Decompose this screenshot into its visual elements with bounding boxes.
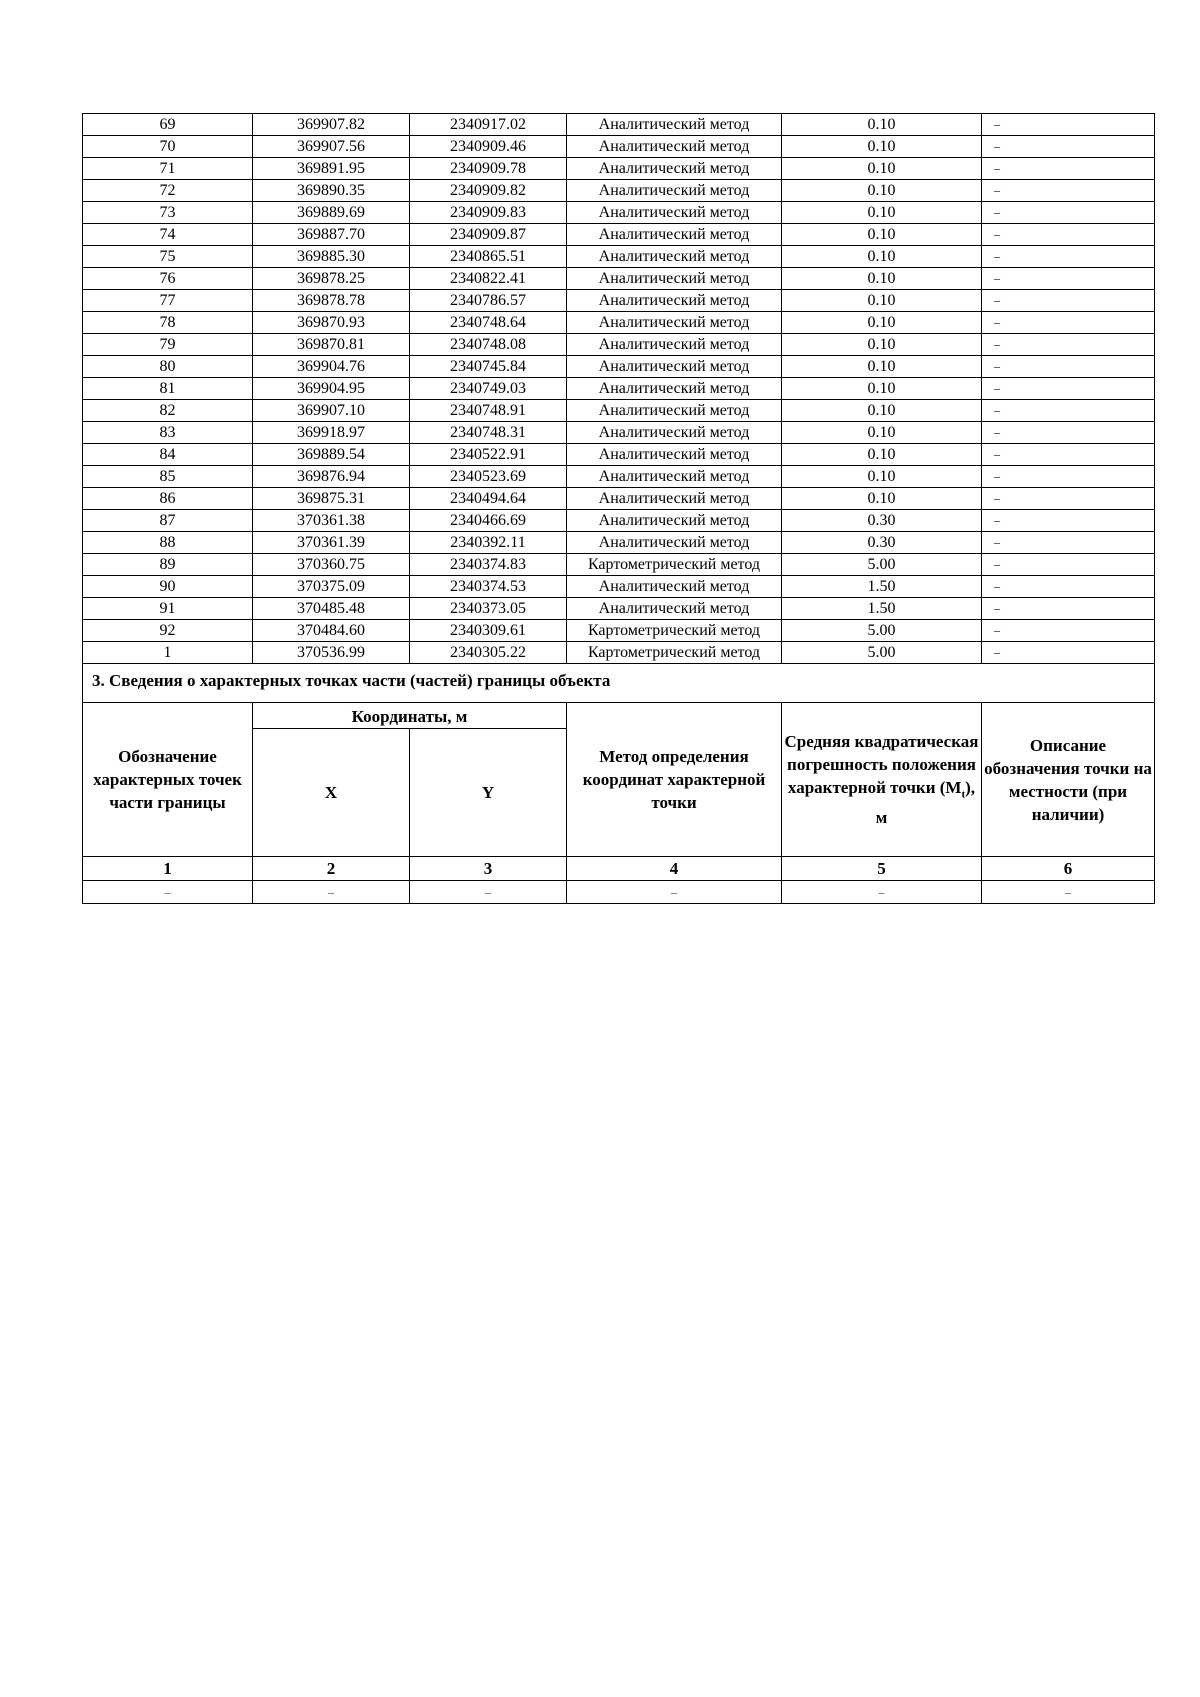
x-coordinate-cell: 369907.56 — [253, 136, 410, 158]
point-number-cell: 76 — [83, 268, 253, 290]
column-number-4: 4 — [567, 857, 782, 881]
table-row — [83, 202, 1155, 224]
table-row — [83, 444, 1155, 466]
column-number-2: 2 — [253, 857, 410, 881]
x-coordinate-cell: 369907.82 — [253, 114, 410, 136]
method-cell: Аналитический метод — [567, 378, 782, 400]
description-cell: – — [982, 378, 1155, 400]
description-cell: – — [982, 136, 1155, 158]
x-coordinate-cell: 370375.09 — [253, 576, 410, 598]
table-row — [83, 422, 1155, 444]
table-row — [83, 136, 1155, 158]
method-cell: Аналитический метод — [567, 312, 782, 334]
point-number-cell: 90 — [83, 576, 253, 598]
description-cell: – — [982, 576, 1155, 598]
error-cell: 0.10 — [782, 136, 982, 158]
x-coordinate-cell: 369904.95 — [253, 378, 410, 400]
description-cell: – — [982, 554, 1155, 576]
error-cell: 0.10 — [782, 114, 982, 136]
description-cell: – — [982, 202, 1155, 224]
table-row — [83, 642, 1155, 664]
y-coordinate-cell: 2340374.83 — [410, 554, 567, 576]
column-number-5: 5 — [782, 857, 982, 881]
point-number-cell: 70 — [83, 136, 253, 158]
y-coordinate-cell: 2340909.78 — [410, 158, 567, 180]
description-cell: – — [982, 334, 1155, 356]
description-cell: – — [982, 400, 1155, 422]
x-coordinate-cell: 369887.70 — [253, 224, 410, 246]
error-cell: 0.10 — [782, 466, 982, 488]
header-error-text: Средняя квадратическая погрешность положения характерной точки (M — [784, 731, 979, 797]
point-number-cell: 77 — [83, 290, 253, 312]
points-table-body — [83, 114, 1155, 664]
x-coordinate-cell: 369891.95 — [253, 158, 410, 180]
table-row — [83, 114, 1155, 136]
point-number-cell: 1 — [83, 642, 253, 664]
description-cell: – — [982, 356, 1155, 378]
error-cell: 1.50 — [782, 598, 982, 620]
method-cell: Аналитический метод — [567, 158, 782, 180]
y-coordinate-cell: 2340374.53 — [410, 576, 567, 598]
header-y: Y — [410, 729, 567, 857]
method-cell: Картометрический метод — [567, 620, 782, 642]
point-number-cell: 78 — [83, 312, 253, 334]
header-designation: Обозначение характерных точек части границы — [83, 703, 253, 857]
description-cell: – — [982, 290, 1155, 312]
characteristic-points-table — [82, 113, 1155, 904]
description-cell: – — [982, 642, 1155, 664]
x-coordinate-cell: 369918.97 — [253, 422, 410, 444]
table-row — [83, 180, 1155, 202]
description-cell: – — [982, 620, 1155, 642]
header-error-subscript: t — [961, 788, 966, 801]
section-3-title: 3. Сведения о характерных точках части (частей) границы объекта — [83, 664, 1155, 703]
method-cell: Аналитический метод — [567, 202, 782, 224]
x-coordinate-cell: 369878.25 — [253, 268, 410, 290]
method-cell: Аналитический метод — [567, 334, 782, 356]
x-coordinate-cell: 369876.94 — [253, 466, 410, 488]
table-row — [83, 158, 1155, 180]
column-number-6: 6 — [982, 857, 1155, 881]
point-number-cell: 81 — [83, 378, 253, 400]
table-row — [83, 510, 1155, 532]
method-cell: Аналитический метод — [567, 290, 782, 312]
method-cell: Аналитический метод — [567, 532, 782, 554]
column-number-3: 3 — [410, 857, 567, 881]
description-cell: – — [982, 488, 1155, 510]
table-row — [83, 576, 1155, 598]
table-row — [83, 488, 1155, 510]
point-number-cell: 71 — [83, 158, 253, 180]
y-coordinate-cell: 2340494.64 — [410, 488, 567, 510]
x-coordinate-cell: 370360.75 — [253, 554, 410, 576]
table-row — [83, 598, 1155, 620]
table-row — [83, 554, 1155, 576]
header-error-suffix: ), м — [875, 777, 976, 828]
y-coordinate-cell: 2340523.69 — [410, 466, 567, 488]
point-number-cell: 91 — [83, 598, 253, 620]
header-method: Метод определения координат характерной точки — [567, 703, 782, 857]
table-row-empty — [83, 881, 1155, 904]
error-cell: 0.30 — [782, 510, 982, 532]
y-coordinate-cell: 2340909.83 — [410, 202, 567, 224]
y-coordinate-cell: 2340745.84 — [410, 356, 567, 378]
point-number-cell: 80 — [83, 356, 253, 378]
table-row — [83, 620, 1155, 642]
x-coordinate-cell: 370536.99 — [253, 642, 410, 664]
error-cell: 5.00 — [782, 554, 982, 576]
description-cell: – — [982, 444, 1155, 466]
header-coordinates: Координаты, м — [253, 703, 567, 729]
x-coordinate-cell: 370484.60 — [253, 620, 410, 642]
method-cell: Аналитический метод — [567, 114, 782, 136]
point-number-cell: 69 — [83, 114, 253, 136]
x-coordinate-cell: 369878.78 — [253, 290, 410, 312]
y-coordinate-cell: 2340748.64 — [410, 312, 567, 334]
table-row — [83, 268, 1155, 290]
error-cell: 0.10 — [782, 356, 982, 378]
error-cell: 0.10 — [782, 378, 982, 400]
description-cell: – — [982, 510, 1155, 532]
error-cell: 0.10 — [782, 268, 982, 290]
method-cell: Аналитический метод — [567, 224, 782, 246]
error-cell: 0.10 — [782, 158, 982, 180]
y-coordinate-cell: 2340865.51 — [410, 246, 567, 268]
header-error — [782, 703, 982, 857]
empty-cell-5: – — [782, 881, 982, 904]
method-cell: Аналитический метод — [567, 400, 782, 422]
method-cell: Аналитический метод — [567, 444, 782, 466]
error-cell: 0.10 — [782, 422, 982, 444]
empty-cell-1: – — [83, 881, 253, 904]
description-cell: – — [982, 466, 1155, 488]
description-cell: – — [982, 268, 1155, 290]
point-number-cell: 79 — [83, 334, 253, 356]
y-coordinate-cell: 2340917.02 — [410, 114, 567, 136]
error-cell: 5.00 — [782, 642, 982, 664]
method-cell: Картометрический метод — [567, 642, 782, 664]
point-number-cell: 87 — [83, 510, 253, 532]
x-coordinate-cell: 369904.76 — [253, 356, 410, 378]
method-cell: Аналитический метод — [567, 598, 782, 620]
method-cell: Аналитический метод — [567, 422, 782, 444]
empty-cell-3: – — [410, 881, 567, 904]
y-coordinate-cell: 2340522.91 — [410, 444, 567, 466]
method-cell: Аналитический метод — [567, 180, 782, 202]
description-cell: – — [982, 158, 1155, 180]
table-row — [83, 356, 1155, 378]
description-cell: – — [982, 422, 1155, 444]
y-coordinate-cell: 2340748.08 — [410, 334, 567, 356]
table-row — [83, 532, 1155, 554]
description-cell: – — [982, 532, 1155, 554]
y-coordinate-cell: 2340466.69 — [410, 510, 567, 532]
y-coordinate-cell: 2340305.22 — [410, 642, 567, 664]
point-number-cell: 75 — [83, 246, 253, 268]
description-cell: – — [982, 598, 1155, 620]
x-coordinate-cell: 369875.31 — [253, 488, 410, 510]
table-row — [83, 290, 1155, 312]
y-coordinate-cell: 2340749.03 — [410, 378, 567, 400]
x-coordinate-cell: 369889.69 — [253, 202, 410, 224]
table-row — [83, 334, 1155, 356]
method-cell: Аналитический метод — [567, 576, 782, 598]
error-cell: 0.10 — [782, 224, 982, 246]
description-cell: – — [982, 312, 1155, 334]
point-number-cell: 88 — [83, 532, 253, 554]
table-row — [83, 378, 1155, 400]
point-number-cell: 85 — [83, 466, 253, 488]
y-coordinate-cell: 2340822.41 — [410, 268, 567, 290]
point-number-cell: 72 — [83, 180, 253, 202]
method-cell: Аналитический метод — [567, 510, 782, 532]
table-row — [83, 246, 1155, 268]
x-coordinate-cell: 369870.81 — [253, 334, 410, 356]
point-number-cell: 92 — [83, 620, 253, 642]
method-cell: Аналитический метод — [567, 488, 782, 510]
x-coordinate-cell: 369890.35 — [253, 180, 410, 202]
x-coordinate-cell: 369907.10 — [253, 400, 410, 422]
y-coordinate-cell: 2340309.61 — [410, 620, 567, 642]
error-cell: 5.00 — [782, 620, 982, 642]
error-cell: 0.10 — [782, 246, 982, 268]
x-coordinate-cell: 370361.39 — [253, 532, 410, 554]
x-coordinate-cell: 370361.38 — [253, 510, 410, 532]
description-cell: – — [982, 180, 1155, 202]
document-page — [82, 113, 1154, 904]
error-cell: 0.10 — [782, 334, 982, 356]
empty-cell-2: – — [253, 881, 410, 904]
method-cell: Картометрический метод — [567, 554, 782, 576]
header-x: X — [253, 729, 410, 857]
y-coordinate-cell: 2340909.82 — [410, 180, 567, 202]
method-cell: Аналитический метод — [567, 356, 782, 378]
x-coordinate-cell: 369889.54 — [253, 444, 410, 466]
description-cell: – — [982, 246, 1155, 268]
point-number-cell: 73 — [83, 202, 253, 224]
y-coordinate-cell: 2340748.31 — [410, 422, 567, 444]
x-coordinate-cell: 370485.48 — [253, 598, 410, 620]
x-coordinate-cell: 369885.30 — [253, 246, 410, 268]
column-number-1: 1 — [83, 857, 253, 881]
error-cell: 0.10 — [782, 180, 982, 202]
point-number-cell: 84 — [83, 444, 253, 466]
method-cell: Аналитический метод — [567, 268, 782, 290]
point-number-cell: 83 — [83, 422, 253, 444]
error-cell: 0.10 — [782, 312, 982, 334]
point-number-cell: 82 — [83, 400, 253, 422]
point-number-cell: 89 — [83, 554, 253, 576]
description-cell: – — [982, 114, 1155, 136]
table-row — [83, 466, 1155, 488]
y-coordinate-cell: 2340392.11 — [410, 532, 567, 554]
table-row — [83, 312, 1155, 334]
error-cell: 1.50 — [782, 576, 982, 598]
table-row — [83, 400, 1155, 422]
error-cell: 0.10 — [782, 400, 982, 422]
error-cell: 0.10 — [782, 290, 982, 312]
point-number-cell: 86 — [83, 488, 253, 510]
section-3 — [83, 664, 1155, 904]
y-coordinate-cell: 2340748.91 — [410, 400, 567, 422]
y-coordinate-cell: 2340909.87 — [410, 224, 567, 246]
point-number-cell: 74 — [83, 224, 253, 246]
error-cell: 0.10 — [782, 202, 982, 224]
empty-cell-6: – — [982, 881, 1155, 904]
error-cell: 0.10 — [782, 444, 982, 466]
method-cell: Аналитический метод — [567, 136, 782, 158]
method-cell: Аналитический метод — [567, 466, 782, 488]
y-coordinate-cell: 2340786.57 — [410, 290, 567, 312]
y-coordinate-cell: 2340373.05 — [410, 598, 567, 620]
x-coordinate-cell: 369870.93 — [253, 312, 410, 334]
description-cell: – — [982, 224, 1155, 246]
y-coordinate-cell: 2340909.46 — [410, 136, 567, 158]
error-cell: 0.10 — [782, 488, 982, 510]
header-description: Описание обозначения точки на местности (при наличии) — [982, 703, 1155, 857]
method-cell: Аналитический метод — [567, 246, 782, 268]
empty-cell-4: – — [567, 881, 782, 904]
table-row — [83, 224, 1155, 246]
error-cell: 0.30 — [782, 532, 982, 554]
